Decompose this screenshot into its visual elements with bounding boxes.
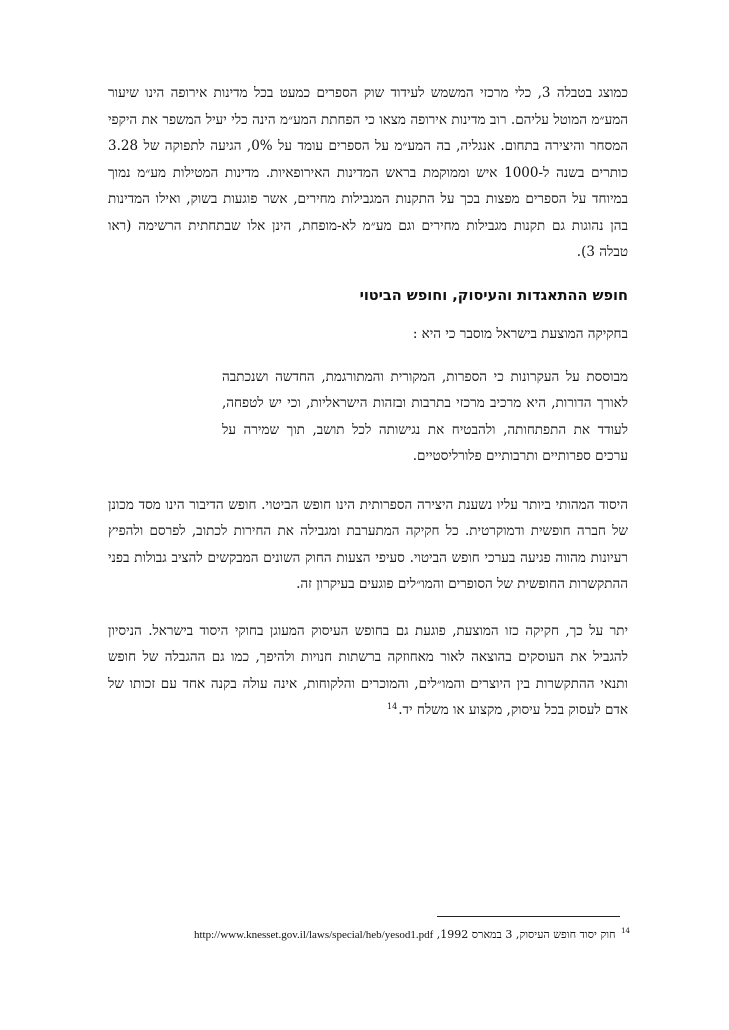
document-body — [108, 80, 628, 724]
footnote-mark: 14 — [621, 927, 630, 936]
section-heading: חופש ההתאגדות והעיסוק, וחופש הביטוי — [359, 287, 628, 304]
intro-line: בחקיקה המוצעת בישראל מוסבר כי היא : — [412, 325, 628, 342]
paragraph-vat-europe: כמוצג בטבלה 3, כלי מרכזי המשמש לעידוד שוק הספרים כמעט בכל מדינות אירופה הינו שיעור המע״מ המוטל עליהם. רוב מדינות אירופה מצאו כי הפחתת המע״מ הינה כלי יעיל המשפר את היקפי המסחר והיצירה בתחום. אנגליה, בה המע״מ על הספרים עומד על 0%, הגיעה לתפוקה של 3.28 כותרים בשנה ל-1000 איש וממוקמת בראש המדינות האירופאיות. מדינות המטילות מע״מ נמוך במיוחד על הספרים מפצות בכך על התקנות המגבילות מחירים, אשר פוגעות בשוק, ואילו המדינות בהן נהוגות גם תקנות מגבילות מחירים וגם מע״מ לא-מופחת, הינן אלו שבתחתית הרשימה (ראו טבלה 3). — [108, 85, 628, 260]
paragraph-freedom-of-expression: היסוד המהותי ביותר עליו נשענת היצירה הספרותית הינו חופש הביטוי. חופש הדיבור הינו מסד מכונן של חברה חופשית ודמוקרטית. כל חקיקה המתערבת ומגבילה את החירות לכתוב, לפרסם ולהפיץ רעיונות מהווה פגיעה בערכי חופש הביטוי. סעיפי הצעות החוק השונים המבקשים להציב גבולות בפני ההתקשרות החופשית של הסופרים והמו״לים פוגעים בעיקרון זה. — [108, 496, 628, 592]
footnote — [160, 928, 630, 942]
footnote-divider — [437, 916, 620, 917]
paragraph-freedom-of-occupation — [108, 618, 628, 724]
footnote-link[interactable]: http://www.knesset.gov.il/laws/special/heb/yesod1.pdf — [193, 929, 434, 941]
footnote-text: חוק יסוד חופש העיסוק, 3 במארס 1992, — [436, 928, 616, 941]
paragraph-text: יתר על כך, חקיקה כזו המוצעת, פוגעת גם בחופש העיסוק המעוגן בחוקי היסוד בישראל. הניסיון להגביל את העוסקים בהוצאה לאור מאחוזקה ברשתות חנויות ולהיפך, כמו גם ההגבלה של חופש ותנאי ההתקשרות בין היוצרים והמו״לים, והמוכרים והלקוחות, אינה עולה בקנה אחד עם זכותו של אדם לעסוק בכל עיסוק, מקצוע או משלח יד. — [108, 622, 628, 718]
block-quote: מבוססת על העקרונות כי הספרות, המקורית והמתורגמת, החדשה ושנכתבה לאורך הדורות, היא מרכיב מרכזי בתרבות ובזהות הישראליות, וכי יש לטפחה, לעודד את התפתחותה, ולהבטיח את נגישותה לכל תושב, תוך שמירה על ערכים ספרותיים ותרבותיים פלורליסטיים. — [222, 368, 628, 464]
footnote-reference: 14 — [387, 701, 398, 711]
